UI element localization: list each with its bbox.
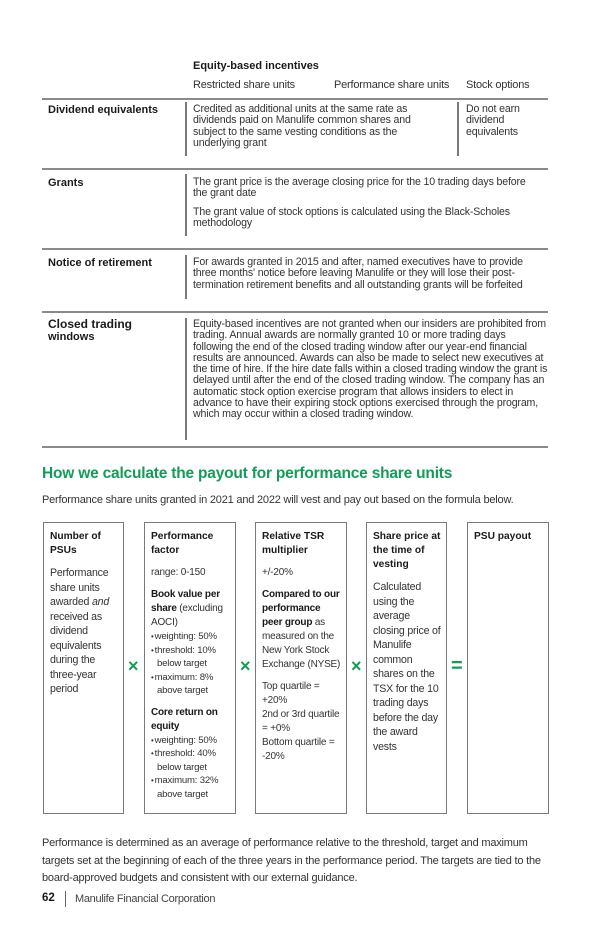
quartile-bottom: Bottom quartile = -20%: [262, 737, 335, 762]
formula-box-share-price: [366, 522, 447, 814]
column-header-psu: Performance share units: [334, 79, 450, 91]
row-text: For awards granted in 2015 and after, named executives have to provide three months' notice before leaving Manulife or they will lose their post-termination retirement benefits and all outstanding grants will be forfeited: [193, 256, 523, 291]
formula-box-performance-factor: [144, 522, 236, 814]
box-heading: Performance factor: [151, 531, 214, 556]
box-heading: Relative TSR multiplier: [262, 531, 325, 556]
column-divider: [457, 102, 459, 156]
section-subtitle: Performance share units granted in 2021 and 2022 will vest and pay out based on the formula below.: [42, 494, 514, 506]
box-heading: Share price at the time of vesting: [373, 531, 441, 570]
bullet-item: • threshold: 10% below target: [151, 644, 230, 671]
multiply-icon: ×: [240, 656, 251, 676]
column-divider: [185, 174, 187, 236]
bullet-item: • threshold: 40% below target: [151, 747, 230, 774]
equity-incentives-heading: Equity-based incentives: [193, 60, 319, 72]
metric-core-roe-bullets: [151, 734, 230, 802]
bullet-item: • weighting: 50%: [151, 734, 230, 748]
bullet-item: • maximum: 8% above target: [151, 671, 230, 698]
column-divider: [185, 102, 187, 156]
table-divider: [42, 248, 548, 250]
footnote-text: Performance is determined as an average of performance relative to the threshold, target and maximum targets set at the beginning of each of the three years in the performance period. The targets are tied to the board-approved budgets and consistent with our external guidance.: [42, 837, 541, 884]
section-title: How we calculate the payout for performance share units: [42, 465, 453, 482]
column-header-stock-options: Stock options: [466, 79, 530, 91]
table-divider: [42, 168, 548, 170]
quartile-top: Top quartile = +20%: [262, 681, 320, 706]
formula-box-relative-tsr: [255, 522, 347, 814]
column-header-rsu: Restricted share units: [193, 79, 295, 91]
formula-box-psu-payout: [467, 522, 549, 814]
row-label: Grants: [48, 177, 84, 189]
row-label: Closed trading: [48, 317, 133, 331]
page-number: 62: [42, 892, 55, 904]
row-text: Equity-based incentives are not granted when our insiders are prohibited from trading. Annual awards are normally granted 10 or more trading days following the end of the closed trading window after our year-end financial results are announced. Awards can also be made to select new executives at the time of hire. If the hire date falls within a closed trading window the grant is delayed until after the end of the closed trading window. The company has an automatic stock option exercise program that allows insiders to elect in advance to have their expiring stock options exercised through the program, which may occur within a closed trading window.: [193, 318, 548, 421]
row-text-stock-options: Do not earn dividend equivalents: [466, 103, 520, 138]
table-divider: [42, 98, 548, 100]
box-heading: Number of PSUs: [50, 531, 101, 556]
footer-divider: [65, 891, 66, 907]
table-divider: [42, 311, 548, 313]
row-label: Dividend equivalents: [48, 104, 159, 116]
box-text: Calculated using the average closing price of Manulife common shares on the TSX for the 10 trading days before the day the award vests: [373, 581, 441, 753]
row-text: The grant price is the average closing price for the 10 trading days before the grant date: [193, 176, 526, 200]
company-name: Manulife Financial Corporation: [75, 893, 216, 905]
metric-book-value-bullets: [151, 630, 230, 698]
row-text-rsu-psu: Credited as additional units at the same rate as dividends paid on Manulife common shares and subject to the same vesting conditions as the underlying grant: [193, 103, 411, 149]
row-label: windows: [48, 331, 95, 343]
bullet-item: • maximum: 32% above target: [151, 774, 230, 801]
bullet-item: • weighting: 50%: [151, 630, 230, 644]
row-label: Notice of retirement: [48, 257, 152, 269]
metric-core-roe: Core return on equity: [151, 706, 218, 732]
equals-icon: =: [451, 655, 463, 677]
metric-book-value: Book value per share (excluding AOCI): [151, 589, 223, 628]
column-divider: [185, 318, 187, 440]
quartile-middle: 2nd or 3rd quartile = +0%: [262, 709, 340, 734]
range-text: +/-20%: [262, 567, 293, 578]
box-text: Performance share units awarded and received as dividend equivalents during the three-year period: [50, 567, 110, 695]
table-divider: [42, 446, 548, 448]
multiply-icon: ×: [351, 656, 362, 676]
column-divider: [185, 255, 187, 299]
row-text: The grant value of stock options is calculated using the Black-Scholes methodology: [193, 206, 510, 230]
multiply-icon: ×: [128, 656, 139, 676]
comparison-text: Compared to our performance peer group as measured on the New York Stock Exchange (NYSE): [262, 589, 341, 670]
box-heading: PSU payout: [474, 531, 532, 542]
formula-box-number-of-psus: [43, 522, 124, 814]
range-text: range: 0-150: [151, 567, 206, 578]
